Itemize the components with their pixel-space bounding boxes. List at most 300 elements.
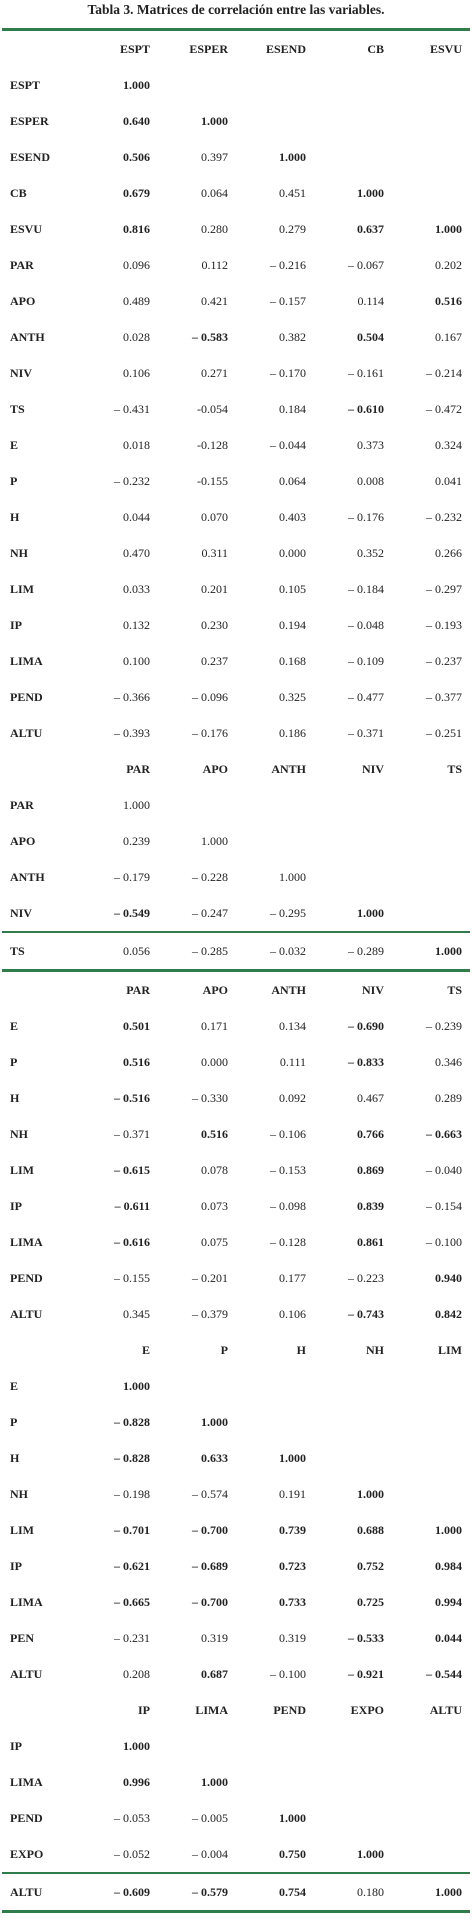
matrix-block: [2, 31, 470, 751]
column-header: ANTH: [271, 982, 306, 997]
row-label: PAR: [10, 257, 34, 272]
table-row: [2, 103, 470, 139]
correlation-value: – 0.689: [192, 1558, 228, 1573]
correlation-value: – 0.616: [114, 1234, 150, 1249]
column-header: TS: [447, 761, 462, 776]
table-row: [2, 1008, 470, 1044]
column-header: NIV: [361, 761, 384, 776]
correlation-value: 0.839: [357, 1198, 384, 1213]
header-row: [2, 31, 470, 67]
row-label: CB: [10, 185, 27, 200]
table-row: [2, 1764, 470, 1800]
row-label: ALTU: [2, 1873, 80, 1910]
correlation-value: – 0.193: [426, 617, 462, 632]
correlation-value: – 0.032: [236, 932, 314, 969]
correlation-value: 0.345: [123, 1306, 150, 1321]
correlation-value: 0.000: [279, 545, 306, 560]
correlation-value: – 0.700: [192, 1594, 228, 1609]
correlation-value: 0.352: [357, 545, 384, 560]
correlation-value: [236, 1764, 314, 1800]
correlation-value: [314, 859, 392, 895]
correlation-value: 1.000: [279, 1450, 306, 1465]
correlation-value: 0.984: [435, 1558, 462, 1573]
correlation-value: – 0.701: [114, 1522, 150, 1537]
correlation-value: – 0.379: [192, 1306, 228, 1321]
correlation-value: 0.861: [357, 1234, 384, 1249]
column-header: ESPT: [119, 41, 150, 56]
row-label: NH: [10, 1486, 28, 1501]
correlation-value: 0.504: [357, 329, 384, 344]
correlation-value: – 0.232: [426, 509, 462, 524]
correlation-value: [314, 103, 392, 139]
column-header: ANTH: [271, 761, 306, 776]
corner-cell: [2, 31, 80, 67]
correlation-value: – 0.153: [270, 1162, 306, 1177]
correlation-value: [392, 1476, 470, 1512]
correlation-value: – 0.128: [270, 1234, 306, 1249]
row-label: APO: [10, 833, 36, 848]
column-header: ESEND: [265, 41, 306, 56]
correlation-value: – 0.621: [114, 1558, 150, 1573]
correlation-value: – 0.828: [114, 1414, 150, 1429]
correlation-value: 0.114: [357, 293, 384, 308]
correlation-value: 0.723: [279, 1558, 306, 1573]
correlation-value: – 0.109: [348, 653, 384, 668]
column-header: ESPER: [189, 41, 228, 56]
correlation-value: 0.092: [279, 1090, 306, 1105]
correlation-value: [314, 1728, 392, 1764]
correlation-value: [392, 103, 470, 139]
correlation-value: 0.397: [201, 149, 228, 164]
correlation-value: – 0.201: [192, 1270, 228, 1285]
correlation-value: – 0.544: [426, 1666, 462, 1681]
correlation-value: – 0.431: [114, 401, 150, 416]
row-label: NH: [10, 545, 28, 560]
correlation-value: 0.177: [279, 1270, 306, 1285]
correlation-value: 0.752: [357, 1558, 384, 1573]
row-label: E: [10, 437, 19, 452]
correlation-value: – 0.579: [158, 1873, 236, 1910]
correlation-value: 0.168: [279, 653, 306, 668]
correlation-value: 0.201: [201, 581, 228, 596]
correlation-value: 0.501: [123, 1018, 150, 1033]
column-header: LIM: [438, 1342, 462, 1357]
correlation-value: 0.106: [279, 1306, 306, 1321]
correlation-value: 1.000: [201, 1414, 228, 1429]
correlation-value: – 0.247: [192, 905, 228, 920]
correlation-value: – 0.004: [192, 1846, 228, 1861]
table-row: [2, 391, 470, 427]
correlation-value: – 0.472: [426, 401, 462, 416]
table-row: [2, 1800, 470, 1836]
correlation-value: – 0.067: [348, 257, 384, 272]
correlation-value: – 0.176: [192, 725, 228, 740]
table-row: [2, 859, 470, 895]
table-row: [2, 1080, 470, 1116]
correlation-value: 0.516: [435, 293, 462, 308]
correlation-value: – 0.198: [114, 1486, 150, 1501]
correlation-value: – 0.690: [348, 1018, 384, 1033]
correlation-value: 0.516: [201, 1126, 228, 1141]
correlation-value: 0.633: [201, 1450, 228, 1465]
table-row: [2, 1044, 470, 1080]
header-row: [2, 1332, 470, 1368]
correlation-value: [392, 859, 470, 895]
corner-cell: [2, 972, 80, 1008]
correlation-value: 0.096: [123, 257, 150, 272]
row-label: PEND: [10, 1270, 43, 1285]
table-row: [2, 932, 470, 969]
table-row: [2, 715, 470, 751]
column-header: PAR: [126, 761, 150, 776]
correlation-value: [236, 823, 314, 859]
column-header: ESVU: [429, 41, 462, 56]
correlation-value: 0.106: [123, 365, 150, 380]
correlation-value: -0.054: [197, 401, 228, 416]
correlation-value: 0.134: [279, 1018, 306, 1033]
row-label: LIMA: [10, 653, 43, 668]
correlation-value: 0.064: [279, 473, 306, 488]
correlation-value: 1.000: [392, 1873, 470, 1910]
correlation-value: – 0.330: [192, 1090, 228, 1105]
row-label: EXPO: [10, 1846, 44, 1861]
column-header: PAR: [126, 982, 150, 997]
correlation-value: 0.111: [279, 1054, 306, 1069]
correlation-value: 0.489: [123, 293, 150, 308]
column-header: CB: [367, 41, 384, 56]
column-header: IP: [138, 1702, 150, 1717]
correlation-value: 1.000: [357, 905, 384, 920]
correlation-value: – 0.096: [192, 689, 228, 704]
table-row: [2, 1512, 470, 1548]
correlation-value: [392, 1440, 470, 1476]
correlation-value: – 0.170: [270, 365, 306, 380]
row-label: PAR: [10, 797, 34, 812]
correlation-value: [314, 1800, 392, 1836]
row-label: H: [10, 1450, 20, 1465]
row-label: TS: [10, 401, 25, 416]
section-rule: [2, 1910, 470, 1913]
correlation-value: [158, 1368, 236, 1404]
table-row: [2, 247, 470, 283]
correlation-value: 0.078: [201, 1162, 228, 1177]
correlation-value: 0.640: [123, 113, 150, 128]
matrix-block: [2, 1332, 470, 1692]
row-label: LIMA: [10, 1774, 43, 1789]
correlation-value: [314, 823, 392, 859]
correlation-value: – 0.663: [426, 1126, 462, 1141]
correlation-value: [314, 1440, 392, 1476]
table-row: [2, 643, 470, 679]
table-row: [2, 1873, 470, 1910]
row-label: IP: [10, 617, 22, 632]
table-row: [2, 1296, 470, 1332]
matrix-block: [2, 972, 470, 1332]
row-label: LIM: [10, 1162, 34, 1177]
table-row: [2, 1224, 470, 1260]
correlation-value: – 0.371: [114, 1126, 150, 1141]
row-label: LIM: [10, 1522, 34, 1537]
table-row: [2, 1188, 470, 1224]
row-label: ANTH: [10, 869, 45, 884]
correlation-value: – 0.044: [270, 437, 306, 452]
correlation-value: [314, 139, 392, 175]
correlation-value: 0.506: [123, 149, 150, 164]
correlation-value: 0.271: [201, 365, 228, 380]
header-row: [2, 972, 470, 1008]
correlation-value: – 0.610: [348, 401, 384, 416]
correlation-value: [392, 1728, 470, 1764]
correlation-value: 0.056: [80, 932, 158, 969]
correlation-value: 0.319: [279, 1630, 306, 1645]
row-label: PEND: [10, 1810, 43, 1825]
table-row: [2, 571, 470, 607]
correlation-value: 0.132: [123, 617, 150, 632]
row-label: P: [10, 1414, 18, 1429]
correlation-value: 0.687: [201, 1666, 228, 1681]
correlation-value: – 0.176: [348, 509, 384, 524]
row-label: P: [10, 473, 18, 488]
correlation-table: [0, 31, 472, 1913]
table-row: [2, 535, 470, 571]
correlation-value: 0.470: [123, 545, 150, 560]
correlation-value: 0.279: [279, 221, 306, 236]
correlation-value: 0.750: [279, 1846, 306, 1861]
correlation-value: – 0.161: [348, 365, 384, 380]
corner-cell: [2, 1332, 80, 1368]
row-label: H: [10, 509, 20, 524]
correlation-value: [314, 1764, 392, 1800]
correlation-value: 1.000: [279, 869, 306, 884]
table-row: [2, 319, 470, 355]
correlation-value: -0.128: [197, 437, 228, 452]
correlation-value: – 0.377: [426, 689, 462, 704]
row-label: NH: [10, 1126, 28, 1141]
matrix-block: [2, 1692, 470, 1910]
row-label: TS: [2, 932, 80, 969]
correlation-value: 1.000: [123, 1738, 150, 1753]
correlation-value: 0.044: [435, 1630, 462, 1645]
correlation-value: [392, 1404, 470, 1440]
correlation-value: – 0.232: [114, 473, 150, 488]
correlation-value: 0.075: [201, 1234, 228, 1249]
row-label: IP: [10, 1738, 22, 1753]
correlation-value: 0.816: [123, 221, 150, 236]
correlation-value: 0.180: [314, 1873, 392, 1910]
correlation-value: 0.516: [123, 1054, 150, 1069]
correlation-value: 1.000: [279, 149, 306, 164]
correlation-value: [392, 175, 470, 211]
row-label: ESPT: [10, 77, 41, 92]
correlation-value: 1.000: [392, 932, 470, 969]
correlation-value: 1.000: [201, 833, 228, 848]
corner-cell: [2, 751, 80, 787]
correlation-value: 0.194: [279, 617, 306, 632]
row-label: ESPER: [10, 113, 49, 128]
correlation-value: [158, 787, 236, 823]
correlation-value: [314, 1404, 392, 1440]
correlation-value: – 0.289: [314, 932, 392, 969]
correlation-value: 0.191: [279, 1486, 306, 1501]
correlation-value: – 0.048: [348, 617, 384, 632]
correlation-value: 1.000: [201, 113, 228, 128]
column-header: H: [296, 1342, 306, 1357]
correlation-value: 0.167: [435, 329, 462, 344]
correlation-value: – 0.231: [114, 1630, 150, 1645]
table-row: [2, 607, 470, 643]
correlation-value: – 0.237: [426, 653, 462, 668]
row-label: ANTH: [10, 329, 45, 344]
correlation-value: 0.725: [357, 1594, 384, 1609]
table-row: [2, 67, 470, 103]
correlation-value: – 0.228: [192, 869, 228, 884]
row-label: LIMA: [10, 1594, 43, 1609]
correlation-value: [236, 67, 314, 103]
correlation-value: 0.237: [201, 653, 228, 668]
correlation-value: – 0.477: [348, 689, 384, 704]
correlation-value: 0.100: [123, 653, 150, 668]
correlation-value: – 0.393: [114, 725, 150, 740]
correlation-value: 0.382: [279, 329, 306, 344]
table-row: [2, 823, 470, 859]
table-row: [2, 1620, 470, 1656]
table-row: [2, 139, 470, 175]
column-header: E: [141, 1342, 150, 1357]
table-row: [2, 1476, 470, 1512]
correlation-value: 1.000: [357, 185, 384, 200]
correlation-value: – 0.516: [114, 1090, 150, 1105]
column-header: LIMA: [195, 1702, 228, 1717]
column-header: NIV: [361, 982, 384, 997]
table-row: [2, 1260, 470, 1296]
table-row: [2, 463, 470, 499]
row-label: ALTU: [10, 1666, 43, 1681]
table-row: [2, 1116, 470, 1152]
correlation-value: 0.842: [435, 1306, 462, 1321]
correlation-value: 0.070: [201, 509, 228, 524]
column-header: NH: [366, 1342, 384, 1357]
correlation-value: – 0.100: [270, 1666, 306, 1681]
correlation-value: – 0.665: [114, 1594, 150, 1609]
table-row: [2, 427, 470, 463]
column-header: ALTU: [429, 1702, 462, 1717]
correlation-value: 0.280: [201, 221, 228, 236]
correlation-value: 0.467: [357, 1090, 384, 1105]
correlation-value: – 0.184: [348, 581, 384, 596]
correlation-value: 0.324: [435, 437, 462, 452]
correlation-value: 0.208: [123, 1666, 150, 1681]
correlation-value: 0.018: [123, 437, 150, 452]
correlation-value: 0.403: [279, 509, 306, 524]
correlation-value: – 0.921: [348, 1666, 384, 1681]
row-label: ESVU: [10, 221, 43, 236]
correlation-value: – 0.574: [192, 1486, 228, 1501]
row-label: P: [10, 1054, 18, 1069]
correlation-value: – 0.828: [114, 1450, 150, 1465]
correlation-value: 0.373: [357, 437, 384, 452]
correlation-value: 0.033: [123, 581, 150, 596]
table-row: [2, 1548, 470, 1584]
correlation-value: 1.000: [123, 797, 150, 812]
correlation-value: 0.311: [201, 545, 228, 560]
correlation-value: 0.008: [357, 473, 384, 488]
correlation-value: 0.994: [435, 1594, 462, 1609]
column-header: APO: [202, 761, 228, 776]
correlation-value: 0.239: [123, 833, 150, 848]
correlation-value: 0.112: [201, 257, 228, 272]
row-label: LIMA: [10, 1234, 43, 1249]
correlation-value: 1.000: [123, 77, 150, 92]
table-row: [2, 1404, 470, 1440]
correlation-value: [392, 1800, 470, 1836]
correlation-value: – 0.251: [426, 725, 462, 740]
correlation-value: 0.451: [279, 185, 306, 200]
correlation-value: [392, 67, 470, 103]
correlation-value: – 0.155: [114, 1270, 150, 1285]
correlation-value: 0.733: [279, 1594, 306, 1609]
correlation-value: – 0.040: [426, 1162, 462, 1177]
correlation-value: 0.869: [357, 1162, 384, 1177]
correlation-value: – 0.615: [114, 1162, 150, 1177]
correlation-value: 1.000: [279, 1810, 306, 1825]
row-label: IP: [10, 1198, 22, 1213]
matrix-block: [2, 751, 470, 969]
correlation-value: [392, 787, 470, 823]
row-label: E: [10, 1018, 19, 1033]
correlation-value: – 0.154: [426, 1198, 462, 1213]
correlation-value: 0.319: [201, 1630, 228, 1645]
correlation-value: 0.171: [201, 1018, 228, 1033]
table-caption: Tabla 3. Matrices de correlación entre las variables.: [87, 2, 385, 17]
correlation-value: 0.754: [236, 1873, 314, 1910]
table-row: [2, 1440, 470, 1476]
correlation-value: – 0.583: [192, 329, 228, 344]
correlation-value: -0.155: [197, 473, 228, 488]
correlation-value: 0.325: [279, 689, 306, 704]
correlation-value: [236, 103, 314, 139]
column-header: PEND: [273, 1702, 306, 1717]
table-row: [2, 355, 470, 391]
correlation-value: [392, 895, 470, 932]
correlation-value: 0.041: [435, 473, 462, 488]
table-row: [2, 211, 470, 247]
correlation-value: 1.000: [123, 1378, 150, 1393]
correlation-value: [158, 1728, 236, 1764]
correlation-value: – 0.611: [114, 1198, 150, 1213]
correlation-value: 0.186: [279, 725, 306, 740]
correlation-value: 0.346: [435, 1054, 462, 1069]
correlation-value: – 0.371: [348, 725, 384, 740]
correlation-value: [236, 787, 314, 823]
correlation-value: – 0.005: [192, 1810, 228, 1825]
row-label: ALTU: [10, 1306, 43, 1321]
correlation-value: 0.637: [357, 221, 384, 236]
correlation-value: – 0.157: [270, 293, 306, 308]
table-row: [2, 1836, 470, 1873]
correlation-value: 0.996: [123, 1774, 150, 1789]
correlation-value: – 0.179: [114, 869, 150, 884]
correlation-value: 1.000: [435, 1522, 462, 1537]
correlation-value: – 0.052: [114, 1846, 150, 1861]
table-row: [2, 895, 470, 932]
correlation-value: – 0.295: [270, 905, 306, 920]
table-row: [2, 679, 470, 715]
correlation-value: 0.679: [123, 185, 150, 200]
correlation-value: – 0.098: [270, 1198, 306, 1213]
correlation-value: [392, 1764, 470, 1800]
correlation-value: [236, 1368, 314, 1404]
correlation-value: – 0.285: [158, 932, 236, 969]
